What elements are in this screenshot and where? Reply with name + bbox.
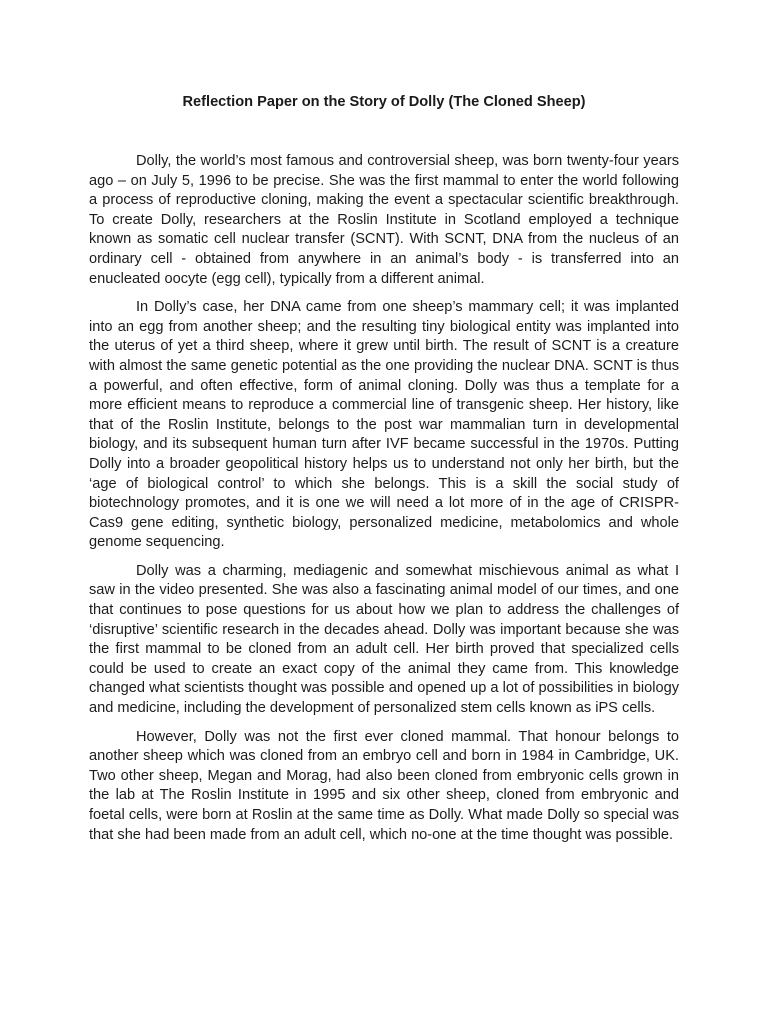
paragraph-4: However, Dolly was not the first ever cloned mammal. That honour belongs to another sheep which was cloned from an embryo cell and born in 1984 in Cambridge, UK. Two other sheep, Megan and Morag, had also been cloned from embryonic cells grown in the lab at The Roslin Institute in 1995 and six other sheep, cloned from embryonic and foetal cells, were born at Roslin at the same time as Dolly. What made Dolly so special was that she had been made from an adult cell, which no-one at the time thought was possible.	[89, 728, 679, 843]
document-body	[89, 152, 679, 854]
paragraph-1: Dolly, the world’s most famous and controversial sheep, was born twenty-four years ago – on July 5, 1996 to be precise. She was the first mammal to enter the world following a process of reproductive cloning, making the event a spectacular scientific breakthrough. To create Dolly, researchers at the Roslin Institute in Scotland employed a technique known as somatic cell nuclear transfer (SCNT). With SCNT, DNA from the nucleus of an ordinary cell - obtained from anywhere in an animal’s body - is transferred into an enucleated oocyte (egg cell), typically from a different animal.	[89, 153, 679, 287]
document-title: Reflection Paper on the Story of Dolly (The Cloned Sheep)	[182, 94, 586, 110]
paragraph-2: In Dolly’s case, her DNA came from one sheep’s mammary cell; it was implanted into an egg from another sheep; and the resulting tiny biological entity was implanted into the uterus of yet a third sheep, where it grew until birth. The result of SCNT is a creature with almost the same genetic potential as the one providing the nuclear DNA. SCNT is thus a powerful, and often effective, form of animal cloning. Dolly was thus a template for a more efficient means to reproduce a commercial line of transgenic sheep. Her history, like that of the Roslin Institute, belongs to the post war mammalian turn in developmental biology, and its subsequent human turn after IVF became successful in the 1970s. Putting Dolly into a broader geopolitical history helps us to understand not only her birth, but the ‘age of biological control’ to which she belongs. This is a skill the social study of biotechnology promotes, and it is one we will need a lot more of in the age of CRISPR-Cas9 gene editing, synthetic biology, personalized medicine, metabolomics and whole genome sequencing.	[89, 299, 679, 551]
paragraph-3: Dolly was a charming, mediagenic and somewhat mischievous animal as what I saw in the video presented. She was also a fascinating animal model of our times, and one that continues to pose questions for us about how we plan to address the challenges of ‘disruptive’ scientific research in the decades ahead. Dolly was important because she was the first mammal to be cloned from an adult cell. Her birth proved that specialized cells could be used to create an exact copy of the animal they came from. This knowledge changed what scientists thought was possible and opened up a lot of possibilities in biology and medicine, including the development of personalized stem cells known as iPS cells.	[89, 562, 679, 717]
